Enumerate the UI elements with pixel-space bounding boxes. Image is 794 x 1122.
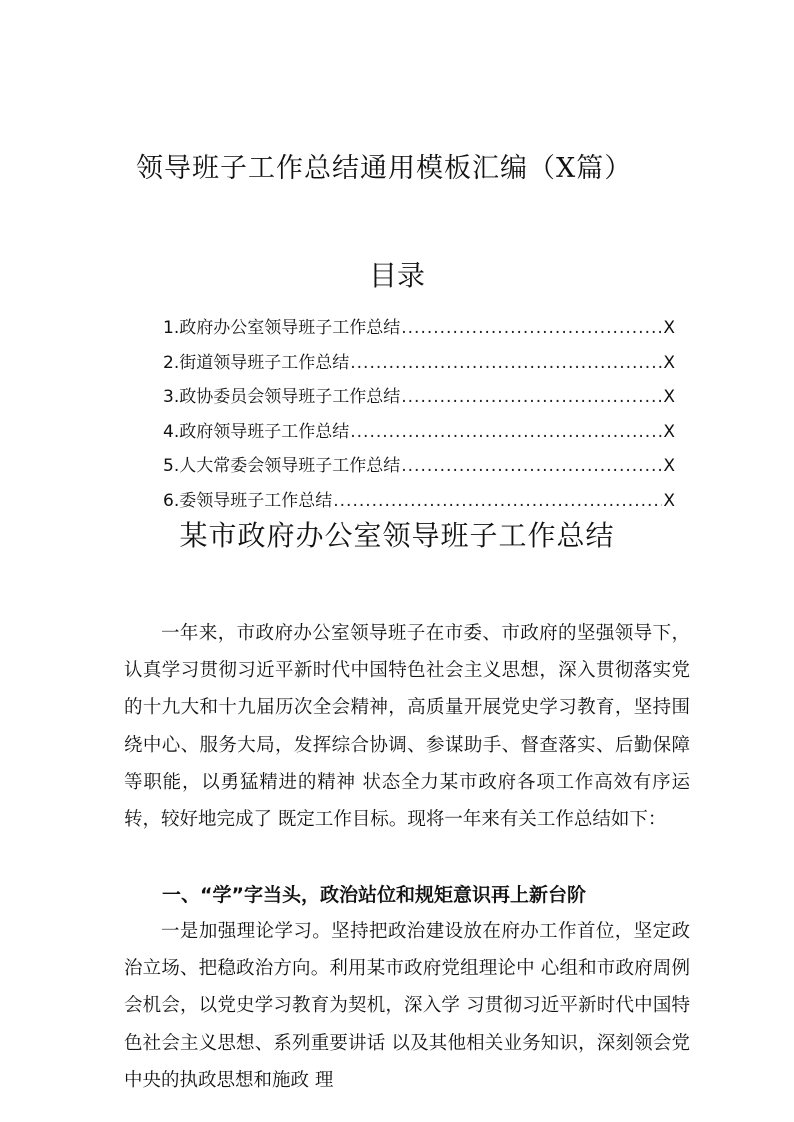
toc-entry-label: 5.人大常委会领导班子工作总结 (163, 456, 401, 476)
article-title: 某市政府办公室领导班子工作总结 (179, 519, 615, 552)
toc-leader-dots (401, 383, 662, 411)
toc-entry-5[interactable] (163, 452, 675, 487)
toc-entry-label: 6.委领导班子工作总结 (163, 490, 333, 511)
toc-entry-2[interactable] (163, 349, 675, 384)
toc-leader-dots (401, 314, 662, 342)
toc-entry-label: 2.街道领导班子工作总结 (163, 352, 350, 373)
toc-entry-label: 1.政府办公室领导班子工作总结 (163, 318, 401, 338)
toc-leader-dots (350, 418, 662, 446)
document-title: 领导班子工作总结通用模板汇编（X篇） (136, 153, 633, 184)
toc-entry-page: X (663, 352, 675, 373)
toc-entry-3[interactable] (163, 383, 675, 418)
toc-entry-page: X (663, 421, 675, 442)
toc-entry-label: 4.政府领导班子工作总结 (163, 421, 350, 442)
toc-entry-4[interactable] (163, 418, 675, 453)
intro-paragraph: 一年来，市政府办公室领导班子在市委、市政府的坚强领导下，认真学习贯彻习近平新时代中国特色社会主义思想，深入贯彻落实党的十九大和十九届历次全会精神，高质量开展党史学习教育，坚持围绕中心、服务大局，发挥综合协调、参谋助手、督查落实、后勤保障等职能，以勇猛精进的精神 状态全力某市政府各项工作高效有序运转，较好地完成了 既定工作目标。现将一年来有关工作总结如下： (124, 623, 690, 831)
toc-entry-page: X (663, 318, 675, 338)
toc-leader-dots (401, 452, 662, 480)
section-heading-1: 一、“学”字当头，政治站位和规矩意识再上新台阶 (162, 884, 586, 906)
toc-leader-dots (350, 349, 662, 377)
toc-entry-1[interactable] (163, 314, 675, 349)
toc-heading: 目录 (368, 259, 425, 292)
toc-entry-page: X (663, 387, 675, 407)
section-1-paragraph: 一是加强理论学习。坚持把政治建设放在府办工作首位，坚定政治立场、把稳政治方向。利用某市政府党组理论中 心组和市政府周例会机会，以党史学习教育为契机，深入学 习贯彻习近平新时代中国特色社会主义思想、系列重要讲话 以及其他相关业务知识，深刻领会党中央的执政思想和施政 理 (124, 921, 690, 1091)
table-of-contents (163, 314, 675, 521)
toc-entry-label: 3.政协委员会领导班子工作总结 (163, 387, 401, 407)
toc-leader-dots (333, 487, 662, 515)
toc-entry-page: X (663, 490, 675, 511)
toc-entry-page: X (663, 456, 675, 476)
